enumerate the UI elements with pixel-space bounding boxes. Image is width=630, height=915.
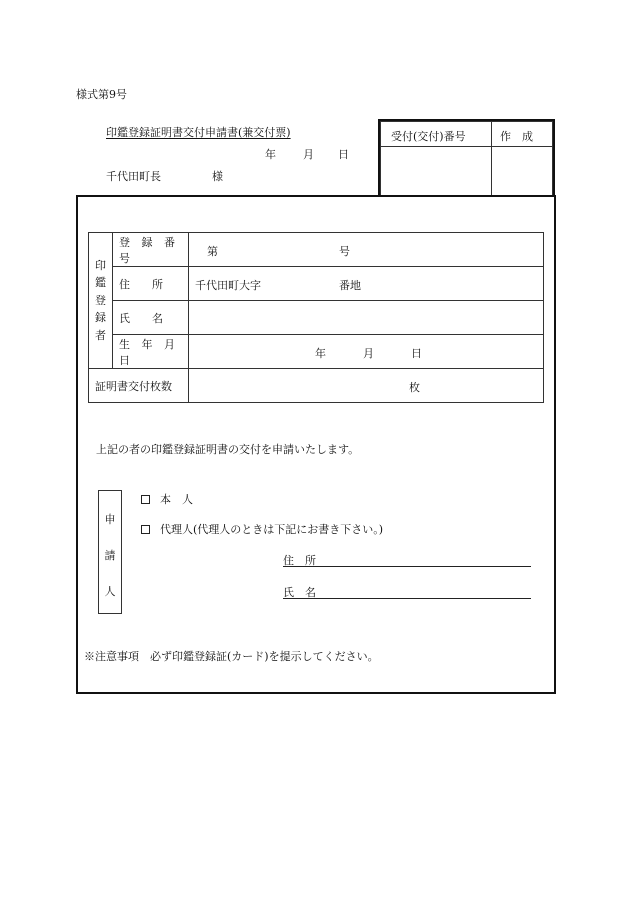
date-month-label: 月: [303, 148, 314, 161]
option-agent[interactable]: [141, 521, 383, 537]
option-self-label: 本 人: [160, 493, 193, 506]
receipt-number-label: 受付(交付)番号: [391, 130, 466, 143]
applicant-label-char: 人: [104, 585, 116, 598]
form-title: 印鑑登録証明書交付申請書(兼交付票): [106, 126, 291, 139]
name-field[interactable]: [189, 301, 544, 335]
option-agent-label: 代理人(代理人のときは下記にお書き下さい。): [160, 523, 384, 536]
name-label: 氏 名: [113, 301, 189, 335]
reg-number-label: 登 録 番 号: [113, 233, 189, 267]
reg-number-field[interactable]: [189, 233, 544, 267]
receipt-number-header: [380, 121, 492, 147]
address-town: 千代田町大字: [195, 279, 261, 292]
addressee-honorific: 様: [212, 170, 223, 183]
address-field[interactable]: [189, 267, 544, 301]
self-checkbox[interactable]: [141, 495, 150, 504]
address-label: 住 所: [113, 267, 189, 301]
prepared-cell[interactable]: [491, 146, 553, 195]
application-statement: 上記の者の印鑑登録証明書の交付を申請いたします。: [96, 443, 360, 456]
registrant-group-label: 印 鑑 登 録 者: [89, 233, 113, 369]
table-row: [89, 301, 544, 335]
prepared-header: [491, 121, 553, 147]
applicant-label-char: 請: [104, 549, 116, 562]
address-suffix: 番地: [339, 279, 361, 292]
table-row: [89, 369, 544, 403]
notice-text: ※注意事項 必ず印鑑登録証(カード)を提示してください。: [84, 650, 379, 663]
table-row: [89, 233, 544, 267]
birth-year-label: 年: [315, 347, 326, 360]
table-row: [89, 335, 544, 369]
option-self[interactable]: [141, 491, 193, 507]
agent-checkbox[interactable]: [141, 525, 150, 534]
reg-number-suffix: 号: [339, 245, 350, 258]
date-day-label: 日: [338, 148, 349, 161]
agent-address-line[interactable]: [283, 566, 531, 567]
copies-label: 証明書交付枚数: [89, 369, 189, 403]
birth-date-label: 生 年 月 日: [113, 335, 189, 369]
form-number: 様式第9号: [76, 88, 127, 101]
copies-unit: 枚: [409, 381, 420, 394]
agent-name-label: 氏 名: [283, 586, 316, 599]
agent-name-line[interactable]: [283, 598, 531, 599]
applicant-label-box: [98, 490, 122, 614]
receipt-number-cell[interactable]: [380, 146, 492, 195]
receipt-box: [378, 119, 555, 195]
reg-number-prefix: 第: [207, 245, 218, 258]
agent-address-label: 住 所: [283, 554, 316, 567]
birth-day-label: 日: [411, 347, 422, 360]
birth-date-field[interactable]: [189, 335, 544, 369]
table-row: [89, 267, 544, 301]
addressee-mayor: 千代田町長: [106, 170, 161, 183]
prepared-label: 作 成: [500, 130, 533, 143]
applicant-label-char: 申: [104, 513, 116, 526]
birth-month-label: 月: [363, 347, 374, 360]
date-year-label: 年: [265, 148, 276, 161]
copies-field[interactable]: [189, 369, 544, 403]
registration-table: [88, 232, 544, 403]
